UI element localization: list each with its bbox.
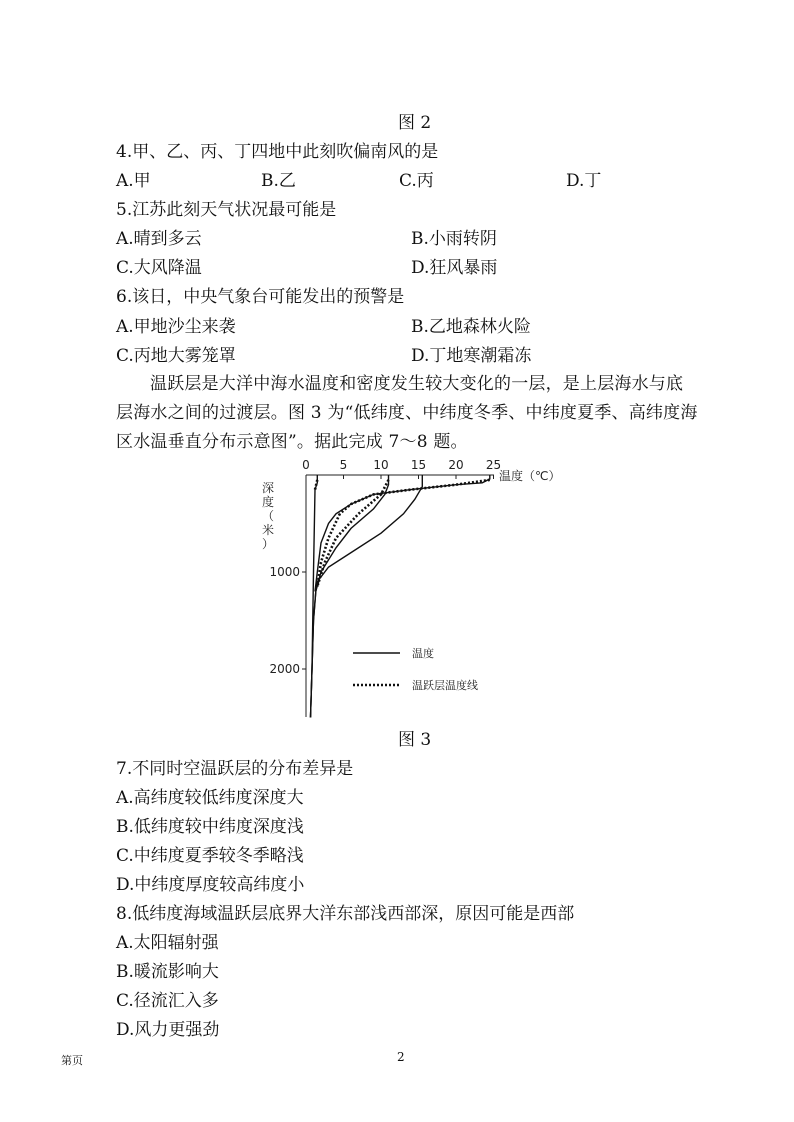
q8-option-b: B.暖流影响大 <box>116 962 219 982</box>
thermocline-line <box>317 480 388 587</box>
x-tick-label: 5 <box>339 458 348 472</box>
q4-option-b: B.乙 <box>261 171 296 191</box>
q8-option-c: C.径流汇入多 <box>116 991 219 1011</box>
q5-option-c: C.大风降温 <box>116 258 202 278</box>
q4-option-d: D.丁 <box>566 171 602 191</box>
x-tick-label: 20 <box>448 458 464 472</box>
q7-option-a: A.高纬度较低纬度深度大 <box>116 788 304 808</box>
y-tick-label: 1000 <box>269 565 300 579</box>
temperature-curve <box>311 475 389 718</box>
temperature-curve <box>311 475 423 718</box>
q6-option-b: B.乙地森林火险 <box>411 317 531 337</box>
thermocline-line <box>340 480 490 514</box>
x-tick-label: 25 <box>485 458 502 472</box>
q5-option-b: B.小雨转阴 <box>411 229 497 249</box>
q6-stem: 6.该日，中央气象台可能发出的预警是 <box>116 287 405 307</box>
q7-option-d: D.中纬度厚度较高纬度小 <box>116 875 305 895</box>
q5-option-d: D.狂风暴雨 <box>411 258 498 278</box>
x-tick-label: 10 <box>373 458 389 472</box>
q4-option-a: A.甲 <box>116 171 151 191</box>
q7-stem: 7.不同时空温跃层的分布差异是 <box>116 759 354 779</box>
q7-option-b: B.低纬度较中纬度深度浅 <box>116 817 304 837</box>
footer-page-prefix: 第页 <box>61 1054 83 1067</box>
intro-paragraph: 温跃层是大洋中海水温度和密度发生较大变化的一层，是上层海水与底层海水之间的过渡层。图 3 为“低纬度、中纬度冬季、中纬度夏季、高纬度海区水温垂直分布示意图”。据此完成 7～8 题。 <box>116 374 698 452</box>
q6-option-c: C.丙地大雾笼罩 <box>116 346 236 366</box>
thermocline-line <box>315 480 317 490</box>
q7-option-c: C.中纬度夏季较冬季略浅 <box>116 846 304 866</box>
q5-option-a: A.晴到多云 <box>116 229 202 249</box>
y-axis-label: 深度（米） <box>262 481 275 551</box>
q8-option-d: D.风力更强劲 <box>116 1020 220 1040</box>
q6-option-d: D.丁地寒潮霜冻 <box>411 346 532 366</box>
figure3-caption: 图 3 <box>398 730 432 750</box>
x-tick-label: 15 <box>410 458 427 472</box>
footer-page-number: 2 <box>397 1050 405 1064</box>
figure2-caption: 图 2 <box>398 113 432 133</box>
q4-stem: 4.甲、乙、丙、丁四地中此刻吹偏南风的是 <box>116 142 439 162</box>
q8-option-a: A.太阳辐射强 <box>116 933 219 953</box>
q6-option-a: A.甲地沙尘来袭 <box>116 317 236 337</box>
q8-stem: 8.低纬度海域温跃层底界大洋东部浅西部深，原因可能是西部 <box>116 904 575 924</box>
x-tick-label: 0 <box>302 458 310 472</box>
q5-stem: 5.江苏此刻天气状况最可能是 <box>116 200 337 220</box>
x-axis-label: 温度（℃） <box>499 469 561 483</box>
y-tick-label: 2000 <box>269 662 300 676</box>
legend-label-temperature: 温度 <box>412 647 434 660</box>
chart-legend <box>353 646 478 692</box>
q4-option-c: C.丙 <box>399 171 434 191</box>
legend-label-thermocline: 温跃层温度线 <box>412 679 478 692</box>
